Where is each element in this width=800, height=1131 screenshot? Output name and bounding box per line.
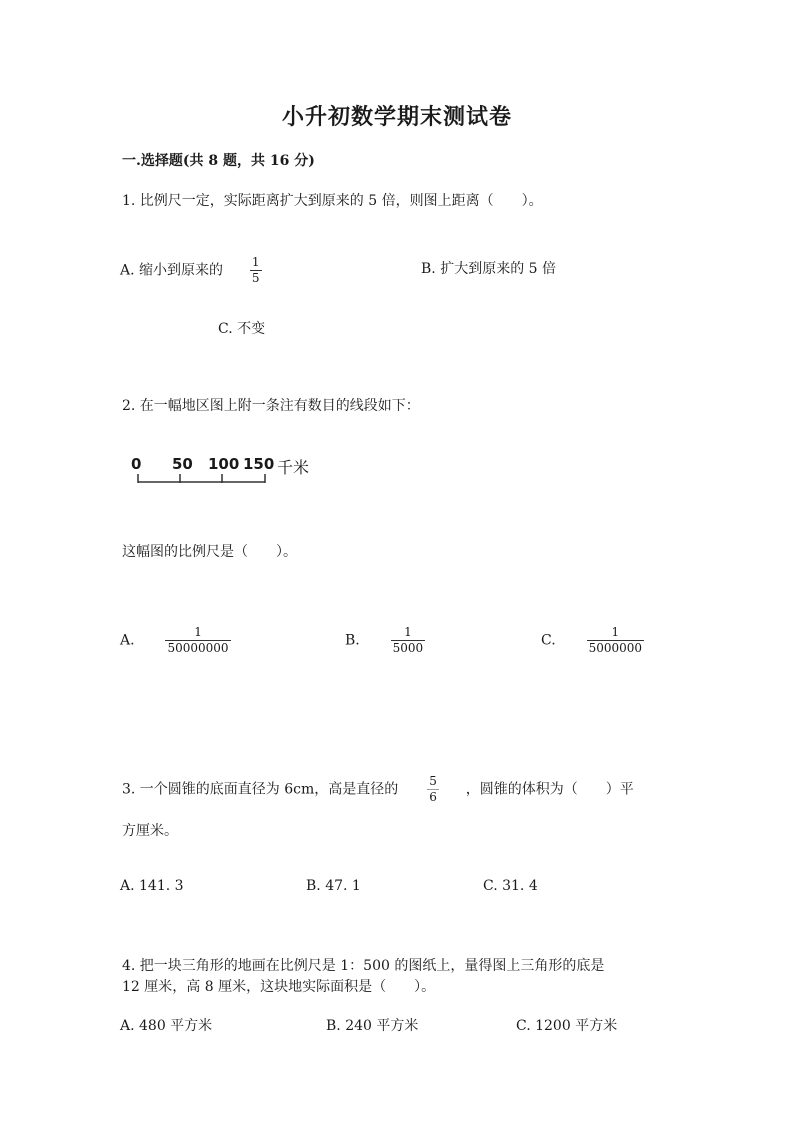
scale-label-0: 0	[131, 455, 142, 473]
question-2-text: 2. 在一幅地区图上附一条注有数目的线段如下：	[122, 398, 420, 414]
scale-bar	[128, 452, 278, 492]
option-c-label: C.	[541, 632, 556, 649]
question-2-option-b[interactable]	[345, 626, 425, 655]
question-4-option-b[interactable]: B. 240 平方米	[326, 1018, 419, 1034]
fraction-numerator: 1	[611, 625, 620, 639]
question-3-option-c[interactable]: C. 31. 4	[483, 878, 538, 894]
section-heading: 一.选择题(共 8 题，共 16 分)	[122, 153, 315, 169]
option-b-label: B.	[345, 632, 360, 649]
fraction-numerator: 5	[429, 774, 437, 788]
question-2-option-c[interactable]	[541, 626, 644, 655]
question-2-subtext: 这幅图的比例尺是（ ）。	[122, 544, 297, 560]
scale-label-100: 100	[208, 455, 240, 473]
question-1-option-c[interactable]: C. 不变	[218, 321, 266, 337]
fraction-denominator: 5000	[392, 641, 424, 655]
question-2-option-a[interactable]	[120, 626, 231, 655]
fraction	[391, 626, 426, 655]
fraction-denominator: 50000000	[167, 641, 229, 655]
scale-label-50: 50	[172, 455, 193, 473]
question-4-line-2: 12 厘米，高 8 厘米，这块地实际面积是（ ）。	[122, 979, 436, 995]
question-4-option-a[interactable]: A. 480 平方米	[120, 1018, 213, 1034]
fraction-denominator: 5000000	[588, 641, 643, 655]
fraction	[250, 256, 262, 285]
fraction	[427, 775, 439, 804]
scale-label-150: 150	[243, 455, 275, 473]
fraction-numerator: 1	[404, 625, 412, 639]
question-4-line-1: 4. 把一块三角形的地画在比例尺是 1：500 的图纸上，量得图上三角形的底是	[122, 958, 605, 974]
fraction-numerator: 1	[251, 255, 260, 269]
question-3-text-before: 3. 一个圆锥的底面直径为 6cm，高是直径的	[122, 781, 399, 798]
fraction	[587, 626, 644, 655]
page-title: 小升初数学期末测试卷	[282, 104, 513, 130]
question-1-option-b[interactable]: B. 扩大到原来的 5 倍	[421, 261, 556, 277]
question-3-text-after: ，圆锥的体积为（ ）平	[465, 781, 634, 798]
question-3-option-b[interactable]: B. 47. 1	[306, 878, 361, 894]
question-4-option-c[interactable]: C. 1200 平方米	[516, 1018, 618, 1034]
scale-unit: 千米	[277, 458, 310, 477]
question-1-option-a[interactable]	[120, 256, 262, 285]
fraction	[165, 626, 230, 655]
fraction-denominator: 5	[251, 271, 260, 285]
fraction-numerator: 1	[194, 625, 202, 639]
question-3-option-a[interactable]: A. 141. 3	[120, 878, 184, 894]
question-1-text: 1. 比例尺一定，实际距离扩大到原来的 5 倍，则图上距离（ ）。	[122, 193, 543, 209]
option-a-text: A. 缩小到原来的	[120, 262, 224, 279]
option-a-label: A.	[120, 632, 135, 649]
fraction-denominator: 6	[429, 790, 437, 804]
question-3-line-1	[122, 775, 634, 804]
question-3-line-2: 方厘米。	[122, 823, 178, 839]
